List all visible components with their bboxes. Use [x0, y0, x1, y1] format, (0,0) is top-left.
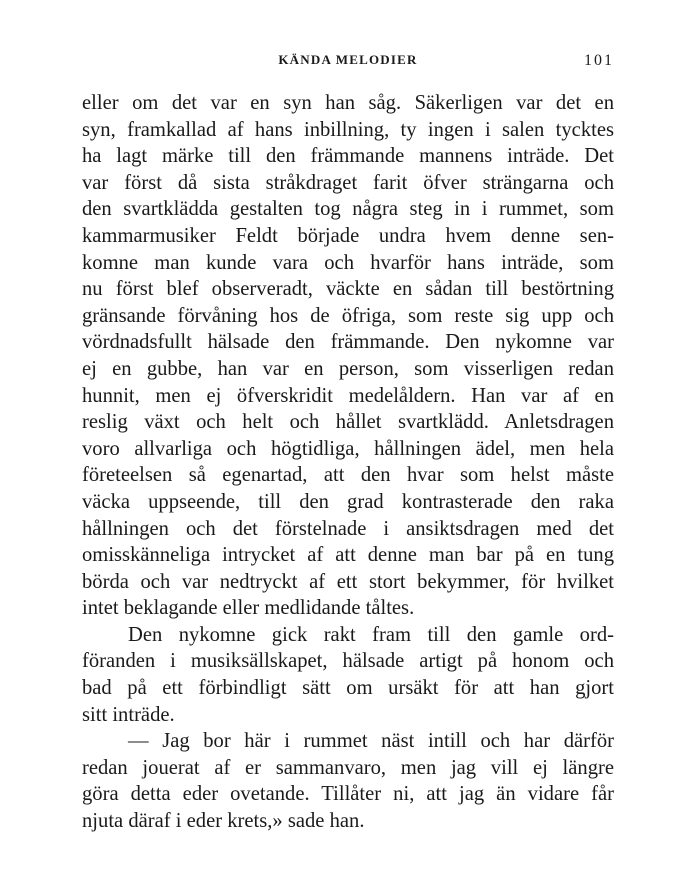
text-line: börda och var nedtryckt af ett stort bekymmer, för hvilket	[82, 570, 614, 593]
text-line: ej en gubbe, han var en person, som visserligen redan	[82, 357, 614, 380]
text-line: föranden i musiksällskapet, hälsade artigt på honom och	[82, 650, 614, 673]
text-line: kammarmusiker Feldt började undra hvem denne sen-	[82, 224, 614, 247]
text-line: bad på ett förbindligt sätt om ursäkt för att han gjort	[82, 677, 614, 700]
text-line: ha lagt märke till den främmande mannens inträde. Det	[82, 145, 614, 168]
text-line: njuta däraf i eder krets,» sade han.	[82, 810, 365, 833]
text-line: gränsande förvåning hos de öfriga, som reste sig upp och	[82, 304, 614, 327]
text-line: eller om det var en syn han såg. Säkerligen var det en	[82, 92, 614, 114]
body-text	[82, 90, 614, 835]
text-line: var först då sista stråkdraget farit öfver strängarna och	[82, 171, 614, 194]
text-line: voro allvarliga och högtidliga, hållningen ädel, men hela	[82, 437, 614, 460]
text-line: företeelsen så egenartad, att den hvar som helst måste	[82, 464, 614, 487]
text-line: komne man kunde vara och hvarför hans inträde, som	[82, 251, 614, 274]
text-line: nu först blef observeradt, väckte en sådan till bestörtning	[82, 278, 614, 301]
text-line: redan jouerat af er sammanvaro, men jag vill ej längre	[82, 756, 614, 779]
text-line: göra detta eder ovetande. Tillåter ni, att jag än vidare får	[82, 783, 614, 806]
text-line: intet beklagande eller medlidande tåltes.	[82, 597, 415, 620]
text-line: Den nykomne gick rakt fram till den gamle ord-	[128, 623, 614, 646]
page-header	[82, 52, 614, 72]
text-line: — Jag bor här i rummet näst intill och har därför	[128, 730, 614, 753]
text-line: vördnadsfullt hälsade den främmande. Den nykomne var	[82, 331, 614, 354]
text-line: hunnit, men ej öfverskridit medelåldern. Han var af en	[82, 384, 614, 407]
text-line: väcka uppseende, till den grad kontrasterade den raka	[82, 490, 614, 513]
running-title: KÄNDA MELODIER	[278, 52, 418, 67]
page-number: 101	[584, 52, 614, 69]
text-line: den svartklädda gestalten tog några steg in i rummet, som	[82, 198, 614, 221]
text-line: omisskänneliga intrycket af att denne man bar på en tung	[82, 544, 614, 567]
text-line: reslig växt och helt och hållet svartklädd. Anletsdragen	[82, 411, 614, 434]
text-line: hållningen och det förstelnade i ansiktsdragen med det	[82, 517, 614, 540]
text-line: sitt inträde.	[82, 703, 175, 726]
text-line: syn, framkallad af hans inbillning, ty ingen i salen tycktes	[82, 118, 614, 141]
